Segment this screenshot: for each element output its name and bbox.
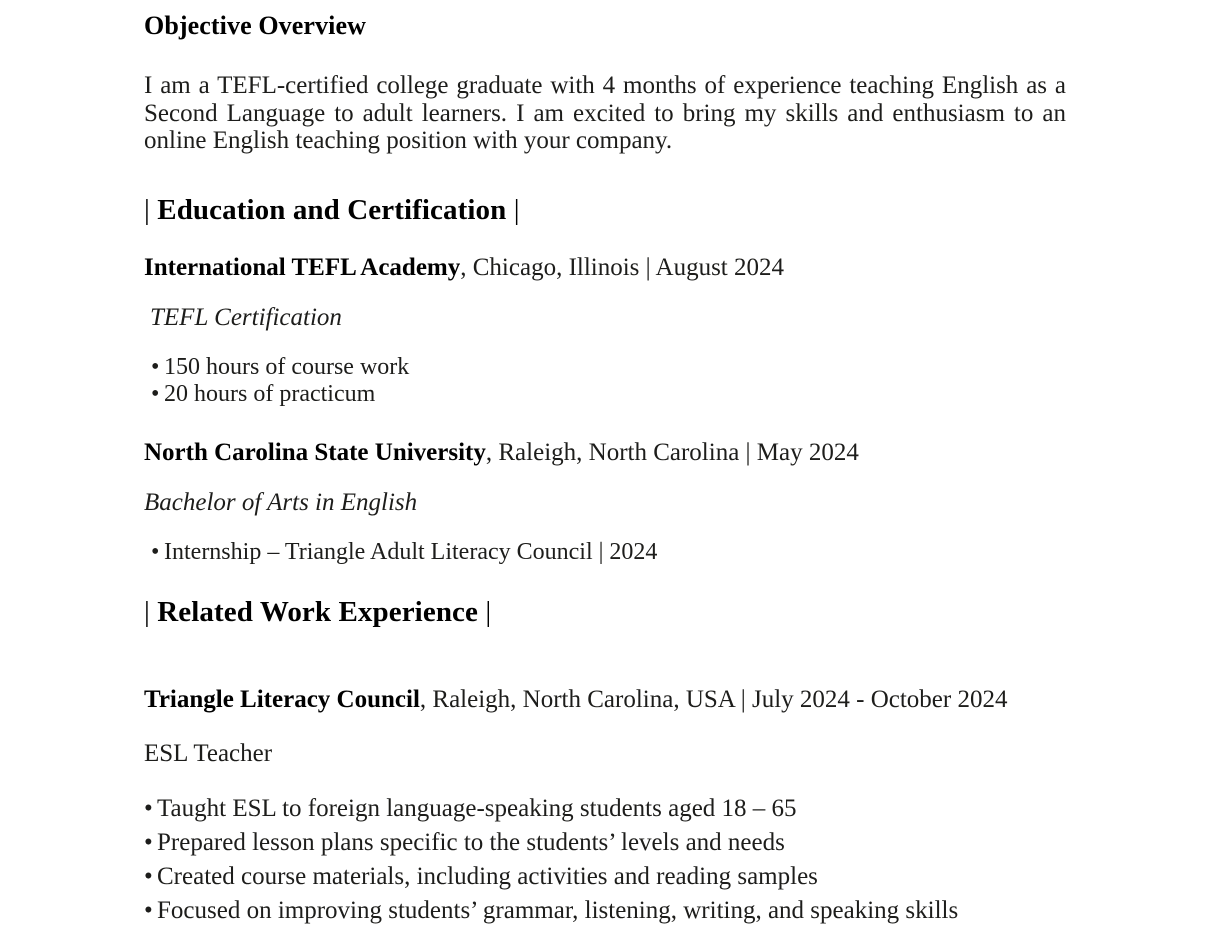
- list-item: [144, 862, 1222, 892]
- bullet-dot-icon: •: [144, 863, 153, 891]
- pipe-left-icon: |: [144, 595, 150, 628]
- bullet-dot-icon: •: [144, 795, 153, 823]
- list-item-text: Internship – Triangle Adult Literacy Council | 2024: [164, 538, 658, 565]
- list-item: [151, 539, 1222, 566]
- list-item: [144, 794, 1222, 824]
- bullet-dot-icon: •: [144, 897, 153, 925]
- objective-heading: Objective Overview: [144, 11, 366, 40]
- objective-paragraph: I am a TEFL-certified college graduate with 4 months of experience teaching English as a Second Language to adult learners. I am excited to bring my skills and enthusiasm to an online English teaching position with your company.: [144, 72, 1066, 155]
- spacer: [144, 628, 1222, 686]
- experience-org-details: , Raleigh, North Carolina, USA | July 2024 - October 2024: [419, 686, 1008, 714]
- experience-entry-line: [144, 686, 1104, 714]
- list-item: [144, 896, 1222, 926]
- list-item: [151, 381, 1222, 408]
- spacer: [144, 517, 1222, 539]
- education-credential: TEFL Certification: [150, 303, 342, 331]
- bullet-dot-icon: •: [151, 380, 160, 407]
- list-item-text: Prepared lesson plans specific to the students’ levels and needs: [157, 829, 785, 857]
- spacer: [144, 332, 1222, 354]
- experience-job-title: ESL Teacher: [144, 740, 273, 768]
- education-org-details: , Chicago, Illinois | August 2024: [460, 253, 785, 281]
- pipe-left-icon: |: [144, 193, 150, 226]
- education-bullet-list: [144, 354, 1222, 408]
- experience-section-heading: [144, 597, 1222, 629]
- pipe-right-icon: |: [513, 193, 520, 226]
- list-item-text: 150 hours of course work: [164, 353, 410, 380]
- education-org-details: , Raleigh, North Carolina | May 2024: [485, 438, 859, 466]
- bullet-dot-icon: •: [151, 353, 160, 380]
- education-heading-label: Education and Certification: [157, 193, 507, 226]
- education-credential: Bachelor of Arts in English: [144, 488, 418, 516]
- spacer: [144, 155, 1222, 195]
- education-org-name: North Carolina State University: [144, 438, 486, 466]
- spacer: [144, 282, 1222, 304]
- bullet-dot-icon: •: [151, 538, 160, 565]
- list-item-text: Taught ESL to foreign language-speaking students aged 18 – 65: [157, 795, 797, 823]
- experience-bullet-list: [144, 794, 1222, 926]
- spacer: [144, 408, 1222, 439]
- bullet-dot-icon: •: [144, 829, 153, 857]
- education-section-heading: [144, 195, 1222, 227]
- spacer: [144, 768, 1222, 794]
- spacer: [144, 227, 1222, 254]
- spacer: [144, 467, 1222, 489]
- experience-heading-label: Related Work Experience: [157, 595, 478, 628]
- pipe-right-icon: |: [485, 595, 492, 628]
- spacer: [144, 566, 1222, 597]
- education-entry-line: [144, 254, 904, 282]
- list-item: [144, 828, 1222, 858]
- education-org-name: International TEFL Academy: [144, 253, 461, 281]
- list-item-text: Focused on improving students’ grammar, listening, writing, and speaking skills: [157, 897, 959, 925]
- list-item-text: Created course materials, including activities and reading samples: [157, 863, 818, 891]
- education-entry-line: [144, 439, 904, 467]
- education-bullet-list: [144, 539, 1222, 566]
- experience-org-name: Triangle Literacy Council: [144, 686, 420, 714]
- list-item: [151, 354, 1222, 381]
- list-item-text: 20 hours of practicum: [164, 380, 376, 407]
- spacer: [144, 714, 1222, 740]
- heading-space: [506, 194, 513, 226]
